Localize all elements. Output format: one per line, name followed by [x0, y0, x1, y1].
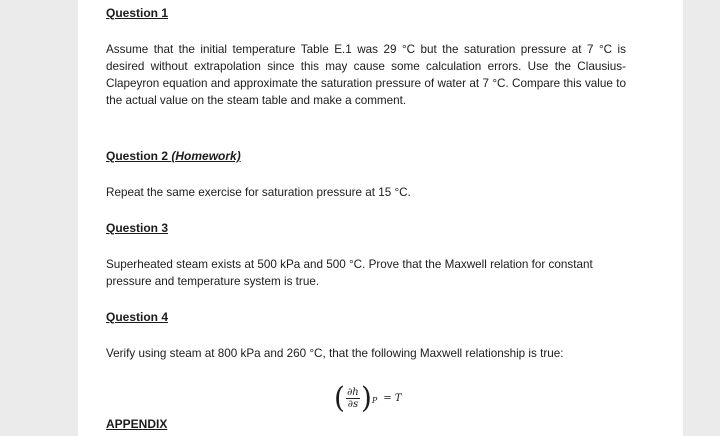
appendix-heading: APPENDIX	[106, 417, 168, 431]
question-3-text: Superheated steam exists at 500 kPa and 500 °C. Prove that the Maxwell relation for constant pressure and temperature system is true.	[106, 258, 593, 288]
question-2-heading	[106, 148, 626, 165]
question-1	[106, 5, 626, 109]
question-4-text: Verify using steam at 800 kPa and 260 °C, that the following Maxwell relationship is true:	[106, 347, 564, 360]
document-page	[78, 0, 683, 436]
maxwell-formula	[334, 380, 402, 415]
right-paren: )	[360, 380, 372, 415]
formula-subscript: P	[371, 396, 378, 405]
appendix-section	[106, 416, 626, 433]
question-1-text: Assume that the initial temperature Table E.1 was 29 °C but the saturation pressure at 7 °C is desired without extrapolation since this may cause some calculation errors. Use the Clausius-Clapeyron equation and approximate the saturation pressure of water at 7 °C. Compare this value to the actual value on the steam table and make a comment.	[106, 43, 626, 107]
question-2-subheading: (Homework)	[171, 149, 241, 163]
question-4-heading: Question 4	[106, 310, 169, 324]
formula-rhs: = T	[383, 392, 402, 404]
question-2-text: Repeat the same exercise for saturation pressure at 15 °C.	[106, 186, 411, 199]
question-2-heading-label: Question 2	[106, 149, 169, 163]
question-2	[106, 148, 626, 201]
question-3-heading: Question 3	[106, 221, 169, 235]
question-3	[106, 220, 626, 290]
left-paren: (	[334, 380, 345, 415]
formula-denominator: ∂s	[347, 398, 359, 410]
question-4	[106, 309, 626, 362]
question-1-heading: Question 1	[106, 6, 169, 20]
formula-numerator: ∂h	[347, 386, 359, 398]
formula-fraction	[346, 387, 360, 410]
